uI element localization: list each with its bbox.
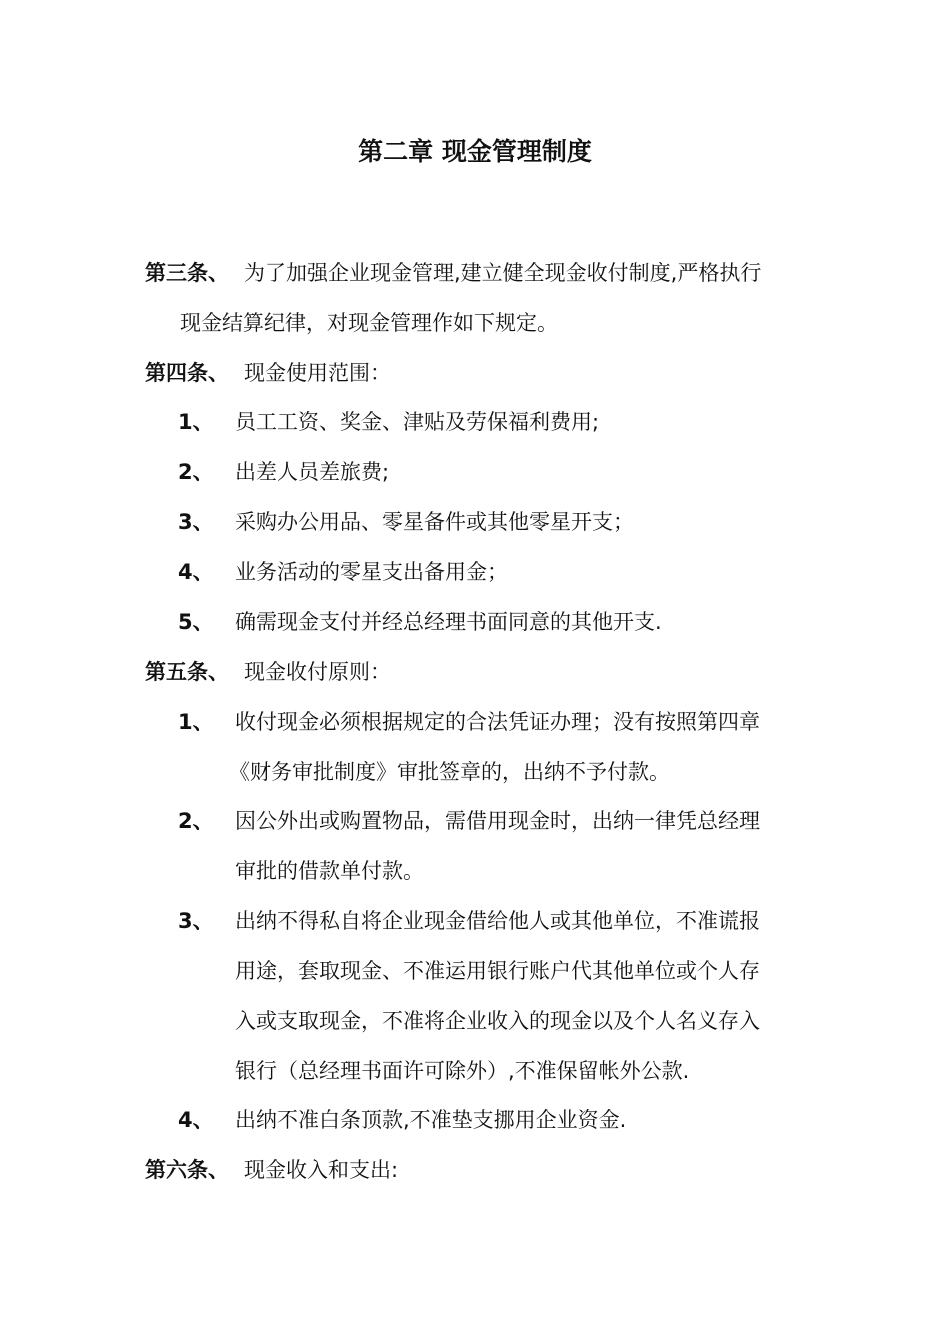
article-6-label: 第六条、 [145,1158,229,1182]
list-item-text: 员工工资、奖金、津贴及劳保福利费用; [235,410,600,434]
article-5-label: 第五条、 [145,660,229,684]
list-item-text: 出差人员差旅费; [235,460,390,484]
article-3-text-line-2: 现金结算纪律，对现金管理作如下规定。 [180,311,558,335]
chapter-title: 第二章 现金管理制度 [358,137,592,166]
list-item-number: 3、 [178,909,214,933]
article-3-label: 第三条、 [145,261,229,285]
list-item-number: 4、 [178,560,214,584]
list-item-number: 1、 [178,410,214,434]
list-item-number: 1、 [178,710,214,734]
list-item-text: 收付现金必须根据规定的合法凭证办理；没有按照第四章 [235,710,760,734]
list-item-text: 因公外出或购置物品，需借用现金时，出纳一律凭总经理 [235,809,760,833]
list-item-text: 出纳不得私自将企业现金借给他人或其他单位，不准谎报 [235,909,760,933]
list-item-text-continued: 审批的借款单付款。 [235,859,424,883]
list-item-number: 2、 [178,460,214,484]
article-4-label: 第四条、 [145,361,229,385]
article-4-heading: 现金使用范围： [244,361,391,385]
list-item-text: 出纳不准白条顶款,不准垫支挪用企业资金. [235,1108,627,1132]
list-item-number: 5、 [178,610,214,634]
list-item-text: 业务活动的零星支出备用金； [235,560,508,584]
article-3-text-line-1: 为了加强企业现金管理,建立健全现金收付制度,严格执行 [244,261,762,285]
article-6-heading: 现金收入和支出: [244,1158,399,1182]
list-item-text-continued: 用途，套取现金、不准运用银行账户代其他单位或个人存 [235,959,760,983]
article-5-heading: 现金收付原则： [244,660,391,684]
list-item-text: 采购办公用品、零星备件或其他零星开支； [235,510,634,534]
list-item-number: 2、 [178,809,214,833]
list-item-text-continued: 《财务审批制度》审批签章的，出纳不予付款。 [229,760,670,784]
list-item-number: 4、 [178,1108,214,1132]
list-item-text-continued: 入或支取现金，不准将企业收入的现金以及个人名义存入 [235,1009,760,1033]
list-item-text-continued: 银行（总经理书面许可除外）,不准保留帐外公款. [235,1059,690,1083]
list-item-number: 3、 [178,510,214,534]
list-item-text: 确需现金支付并经总经理书面同意的其他开支. [235,610,662,634]
